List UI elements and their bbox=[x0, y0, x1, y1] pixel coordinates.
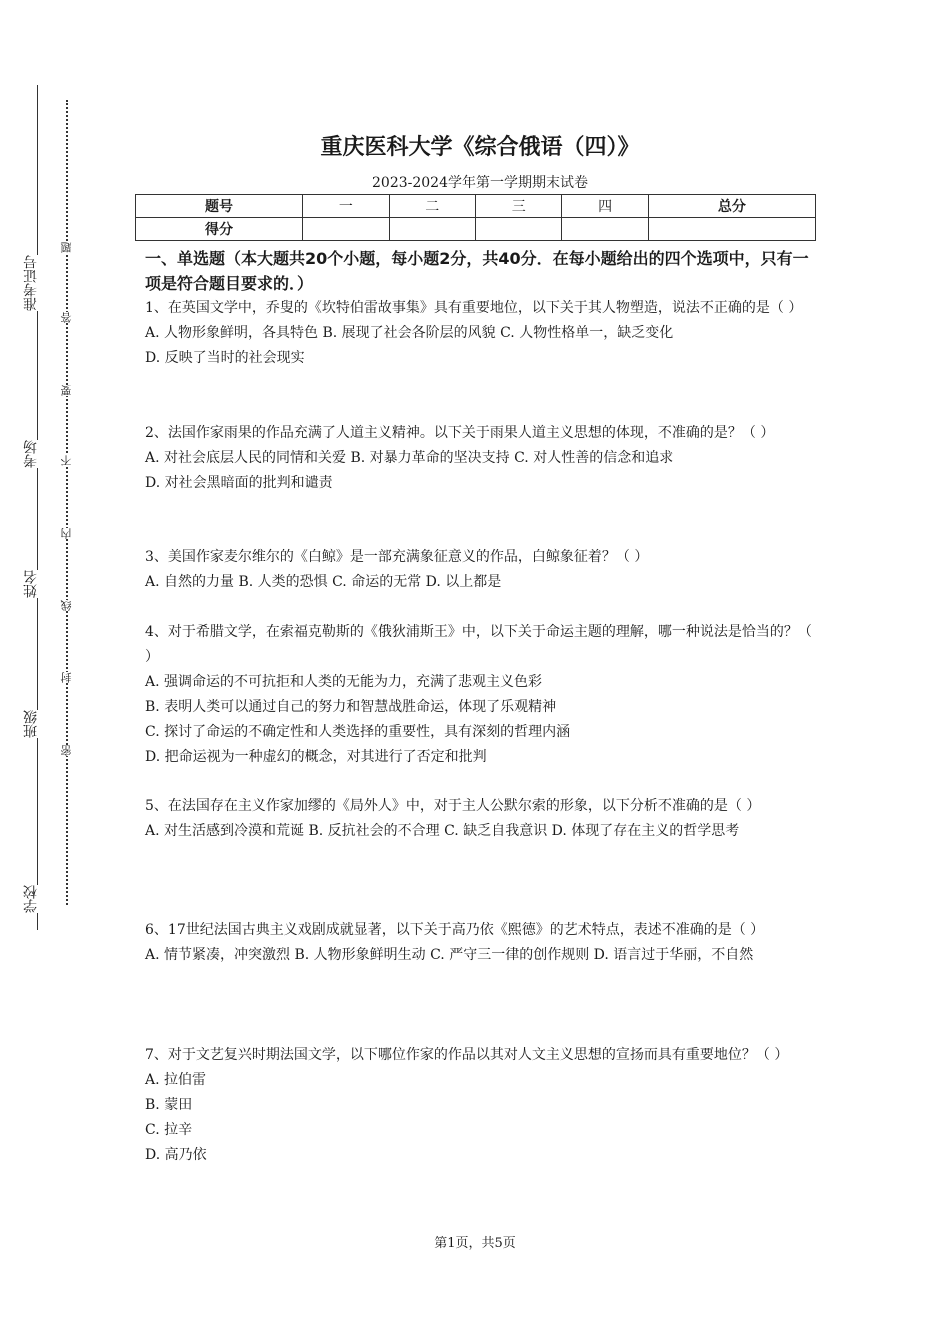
score-cell: 四 bbox=[562, 195, 648, 218]
question-option: A. 人物形象鲜明，各具特色 B. 展现了社会各阶层的风貌 C. 人物性格单一，缺乏变化 bbox=[145, 325, 674, 341]
score-input-cell bbox=[389, 218, 475, 241]
question-stem: 3、美国作家麦尔维尔的《白鲸》是一部充满象征意义的作品，白鲸象征着？（ ） bbox=[145, 549, 649, 565]
class-label: 班级 bbox=[20, 710, 42, 738]
question-3 bbox=[145, 545, 815, 595]
question-option: A. 情节紧凑，冲突激烈 B. 人物形象鲜明生动 C. 严守三一律的创作规则 D. 语言过于华丽，不自然 bbox=[145, 947, 754, 963]
question-option: A. 自然的力量 B. 人类的恐惧 C. 命运的无常 D. 以上都是 bbox=[145, 574, 502, 590]
question-option: D. 反映了当时的社会现实 bbox=[145, 350, 305, 366]
score-cell: 一 bbox=[303, 195, 389, 218]
seal-char: 答 bbox=[58, 312, 76, 323]
question-option: B. 表明人类可以通过自己的努力和智慧战胜命运，体现了乐观精神 bbox=[145, 699, 557, 715]
score-table-header-row bbox=[136, 195, 816, 218]
question-option: C. 探讨了命运的不确定性和人类选择的重要性，具有深刻的哲理内涵 bbox=[145, 724, 571, 740]
question-option: B. 蒙田 bbox=[145, 1097, 193, 1113]
score-input-cell bbox=[562, 218, 648, 241]
score-cell: 二 bbox=[389, 195, 475, 218]
score-input-cell bbox=[303, 218, 389, 241]
seal-char: 题 bbox=[58, 242, 76, 253]
question-2 bbox=[145, 421, 815, 496]
exam-subtitle: 2023-2024学年第一学期期末试卷 bbox=[372, 175, 588, 191]
question-option: A. 强调命运的不可抗拒和人类的无能为力，充满了悲观主义色彩 bbox=[145, 674, 543, 690]
seal-char: 要 bbox=[58, 385, 76, 396]
seal-char: 密 bbox=[58, 745, 76, 756]
score-cell: 题号 bbox=[136, 195, 303, 218]
binding-margin bbox=[0, 0, 110, 1344]
score-table bbox=[135, 194, 816, 241]
question-stem: 6、17世纪法国古典主义戏剧成就显著，以下关于高乃依《熙德》的艺术特点，表述不准确的是（ ） bbox=[145, 922, 765, 938]
question-option: D. 把命运视为一种虚幻的概念，对其进行了否定和批判 bbox=[145, 749, 487, 765]
binding-dotted-line bbox=[66, 100, 68, 905]
question-option: A. 对社会底层人民的同情和关爱 B. 对暴力革命的坚决支持 C. 对人性善的信念和追求 bbox=[145, 450, 674, 466]
question-option: D. 高乃依 bbox=[145, 1147, 207, 1163]
seal-char: 封 bbox=[58, 672, 76, 683]
question-7 bbox=[145, 1043, 815, 1168]
seal-char: 不 bbox=[58, 455, 76, 466]
question-6 bbox=[145, 918, 815, 968]
score-table-score-row bbox=[136, 218, 816, 241]
page-title: 重庆医科大学《综合俄语（四）》 bbox=[320, 135, 640, 160]
name-label: 姓名 bbox=[20, 570, 42, 598]
score-cell: 总分 bbox=[648, 195, 815, 218]
question-5 bbox=[145, 794, 815, 844]
page-footer: 第1页，共5页 bbox=[434, 1236, 516, 1251]
score-input-cell bbox=[648, 218, 815, 241]
score-cell: 三 bbox=[475, 195, 561, 218]
binding-solid-line bbox=[37, 85, 38, 930]
seal-char: 线 bbox=[58, 600, 76, 611]
question-option: A. 拉伯雷 bbox=[145, 1072, 207, 1088]
section-heading: 一、单选题（本大题共20个小题，每小题2分，共40分．在每小题给出的四个选项中，只有一项是符合题目要求的．） bbox=[145, 249, 809, 293]
question-4 bbox=[145, 620, 815, 770]
seal-char: 内 bbox=[58, 528, 76, 539]
question-option: A. 对生活感到冷漠和荒诞 B. 反抗社会的不合理 C. 缺乏自我意识 D. 体现了存在主义的哲学思考 bbox=[145, 823, 740, 839]
exam-number-label: 准考证号 bbox=[20, 255, 42, 311]
question-1 bbox=[145, 296, 815, 371]
question-stem: 1、在英国文学中，乔叟的《坎特伯雷故事集》具有重要地位，以下关于其人物塑造，说法不正确的是（ ） bbox=[145, 300, 803, 316]
question-stem: 7、对于文艺复兴时期法国文学，以下哪位作家的作品以其对人文主义思想的宣扬而具有重要地位？（ ） bbox=[145, 1047, 789, 1063]
question-stem: 2、法国作家雨果的作品充满了人道主义精神。以下关于雨果人道主义思想的体现，不准确的是？（ ） bbox=[145, 425, 775, 441]
question-option: C. 拉辛 bbox=[145, 1122, 193, 1138]
exam-room-label: 考场 bbox=[20, 440, 42, 468]
score-input-cell bbox=[475, 218, 561, 241]
score-cell: 得分 bbox=[136, 218, 303, 241]
question-option: D. 对社会黑暗面的批判和谴责 bbox=[145, 475, 333, 491]
school-label: 学校 bbox=[20, 885, 42, 913]
question-stem: 4、对于希腊文学，在索福克勒斯的《俄狄浦斯王》中，以下关于命运主题的理解，哪一种说法是恰当的？（ ） bbox=[145, 624, 812, 665]
question-stem: 5、在法国存在主义作家加缪的《局外人》中，对于主人公默尔索的形象，以下分析不准确的是（ ） bbox=[145, 798, 761, 814]
